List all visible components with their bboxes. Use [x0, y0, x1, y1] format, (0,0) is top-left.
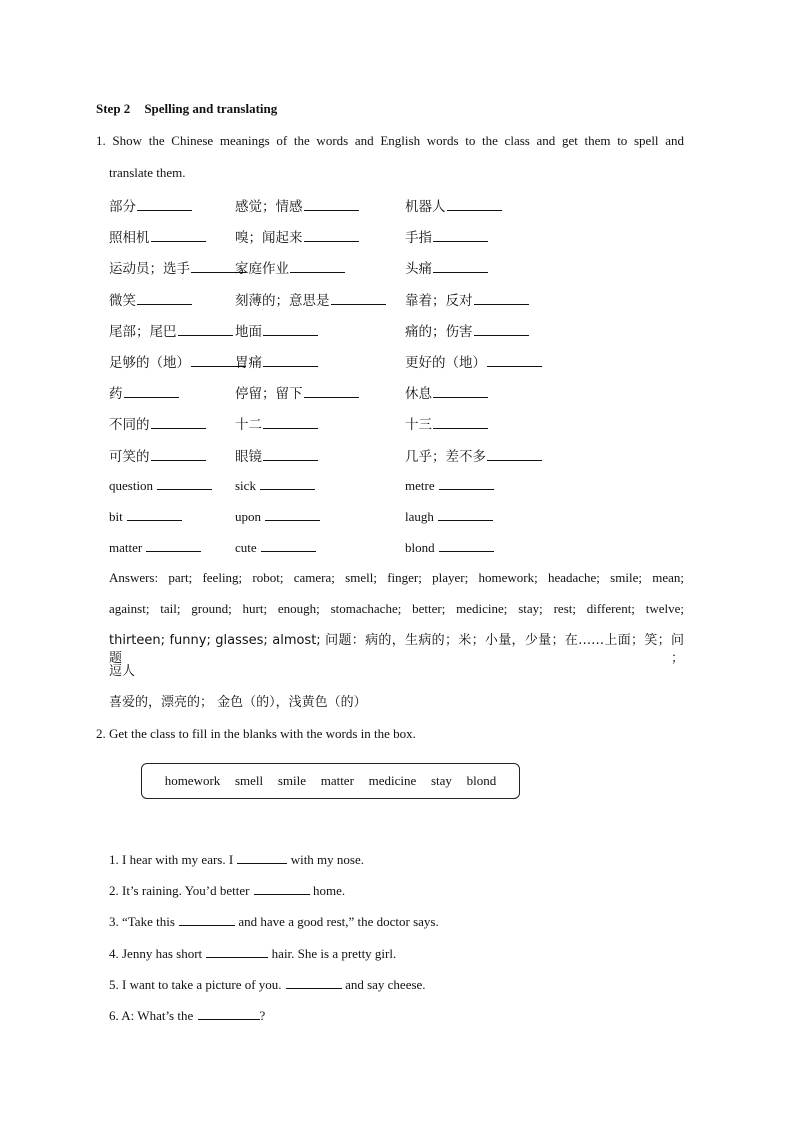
vocab-answer-blank[interactable] [127, 507, 182, 521]
vocab-row [0, 476, 794, 496]
vocab-item [235, 289, 386, 310]
vocab-word: 休息 [405, 386, 432, 402]
vocab-word: 十二 [235, 417, 262, 433]
answer-blank[interactable] [179, 912, 235, 926]
vocab-item [405, 289, 529, 310]
vocab-word: sick [235, 478, 256, 493]
vocab-item [235, 320, 318, 341]
vocab-item [405, 445, 542, 466]
vocab-item [109, 226, 206, 247]
vocab-word: 靠着；反对 [405, 293, 473, 309]
vocab-answer-blank[interactable] [137, 291, 192, 305]
vocab-answer-blank[interactable] [487, 353, 542, 367]
vocab-answer-blank[interactable] [124, 384, 179, 398]
vocab-item [109, 538, 201, 557]
vocab-item [109, 257, 246, 278]
vocab-word: 可笑的 [109, 449, 150, 465]
vocab-word: 胃痛 [235, 355, 262, 371]
vocab-item [405, 507, 493, 526]
sentence-1 [109, 850, 364, 868]
sentence-text: home. [309, 883, 346, 898]
answer-blank[interactable] [254, 881, 310, 895]
vocab-row [0, 195, 794, 215]
vocab-answer-blank[interactable] [304, 384, 359, 398]
vocab-word: laugh [405, 509, 434, 524]
step-label: Step 2 [96, 101, 131, 116]
vocab-word: 几乎；差不多 [405, 449, 486, 465]
vocab-item [405, 382, 488, 403]
vocab-answer-blank[interactable] [151, 447, 206, 461]
vocab-word: 足够的（地） [109, 355, 190, 371]
vocab-item [235, 257, 345, 278]
answers-line5: 喜爱的，漂亮的； 金色（的），浅黄色（的） [109, 695, 367, 710]
vocab-answer-blank[interactable] [137, 197, 192, 211]
vocab-answer-blank[interactable] [331, 291, 386, 305]
vocab-item [405, 257, 488, 278]
vocab-word: metre [405, 478, 435, 493]
vocab-word: 感觉；情感 [235, 199, 303, 215]
sentence-6 [109, 1006, 265, 1024]
vocab-item [109, 445, 206, 466]
sentence-text: 3. “Take this [109, 914, 179, 929]
vocab-word: 尾部；尾巴 [109, 324, 177, 340]
word-box-item: smile [277, 773, 307, 788]
step-title: Spelling and translating [144, 101, 278, 116]
answer-blank[interactable] [237, 850, 287, 864]
sentence-text: and say cheese. [341, 977, 426, 992]
vocab-word: 眼镜 [235, 449, 262, 465]
word-box [141, 763, 520, 799]
sentence-5 [109, 975, 426, 993]
vocab-answer-blank[interactable] [487, 447, 542, 461]
answers-line3: thirteen; funny; glasses; almost; 问题：病的，生病的；米；小量，少量；在……上面；笑；问题； [109, 633, 684, 666]
vocab-item [109, 476, 212, 495]
vocab-row [0, 445, 794, 465]
vocab-item [405, 351, 542, 372]
vocab-item [405, 320, 529, 341]
sentence-text: 6. A: What’s the [109, 1008, 197, 1023]
vocab-item [235, 476, 315, 495]
vocab-answer-blank[interactable] [439, 476, 494, 490]
vocab-item [405, 413, 488, 434]
answers-line2: against; tail; ground; hurt; enough; stomachache; better; medicine; stay; rest; different; twelve; [109, 601, 684, 616]
vocab-row [0, 320, 794, 340]
vocab-word: upon [235, 509, 261, 524]
sentence-text: 4. Jenny has short [109, 946, 206, 961]
vocab-word: 药 [109, 386, 123, 402]
sentence-3 [109, 912, 439, 930]
vocab-word: matter [109, 540, 143, 555]
vocab-answer-blank[interactable] [304, 197, 359, 211]
vocab-row [0, 413, 794, 433]
vocab-word: cute [235, 540, 257, 555]
vocab-item [109, 289, 192, 310]
vocab-item [109, 413, 206, 434]
vocab-answer-blank[interactable] [178, 322, 233, 336]
section-heading [96, 101, 277, 117]
sentence-text: 1. I hear with my ears. I [109, 852, 237, 867]
sentence-text: and have a good rest,” the doctor says. [235, 914, 439, 929]
vocab-answer-blank[interactable] [433, 228, 488, 242]
vocab-answer-blank[interactable] [151, 415, 206, 429]
vocab-answer-blank[interactable] [439, 538, 494, 552]
vocab-item [109, 351, 246, 372]
vocab-item [405, 195, 502, 216]
vocab-item [235, 538, 316, 557]
word-box-item: matter [320, 773, 354, 788]
word-box-item: blond [466, 773, 497, 788]
vocab-word: 停留；留下 [235, 386, 303, 402]
sentence-4 [109, 944, 396, 962]
sentence-2 [109, 881, 345, 899]
answers-line1: Answers: part; feeling; robot; camera; smell; finger; player; homework; headache; smile; mean; [109, 570, 684, 585]
sentence-text: hair. She is a pretty girl. [268, 946, 397, 961]
vocab-item [109, 382, 179, 403]
sentence-text: 2. It’s raining. You’d better [109, 883, 253, 898]
task1-instruction-line1: 1. Show the Chinese meanings of the words and English words to the class and get them to spell and [96, 133, 684, 148]
vocab-row [0, 351, 794, 371]
vocab-row [0, 507, 794, 527]
sentence-text: 5. I want to take a picture of you. [109, 977, 285, 992]
vocab-word: 地面 [235, 324, 262, 340]
vocab-answer-blank[interactable] [151, 228, 206, 242]
answers-line4: 逗人 [109, 664, 136, 679]
vocab-word: 运动员；选手 [109, 261, 190, 277]
vocab-item [235, 382, 359, 403]
vocab-word: 家庭作业 [235, 261, 289, 277]
vocab-word: 嗅；闻起来 [235, 230, 303, 246]
vocab-item [405, 538, 494, 557]
vocab-answer-blank[interactable] [290, 259, 345, 273]
vocab-item [235, 226, 359, 247]
word-box-item: stay [430, 773, 452, 788]
vocab-answer-blank[interactable] [263, 415, 318, 429]
word-box-item: medicine [368, 773, 417, 788]
vocab-answer-blank[interactable] [433, 415, 488, 429]
answer-blank[interactable] [206, 944, 268, 958]
vocab-word: question [109, 478, 154, 493]
vocab-item [235, 195, 359, 216]
vocab-answer-blank[interactable] [261, 538, 316, 552]
vocab-word: 刻薄的；意思是 [235, 293, 330, 309]
vocab-item [109, 195, 192, 216]
vocab-word: 不同的 [109, 417, 150, 433]
vocab-answer-blank[interactable] [474, 291, 529, 305]
vocab-item [405, 476, 494, 495]
vocab-answer-blank[interactable] [447, 197, 502, 211]
vocab-word: 十三 [405, 417, 432, 433]
vocab-item [405, 226, 488, 247]
vocab-answer-blank[interactable] [265, 507, 320, 521]
vocab-item [235, 413, 318, 434]
vocab-item [235, 445, 318, 466]
vocab-word: bit [109, 509, 123, 524]
vocab-word: 更好的（地） [405, 355, 486, 371]
vocab-answer-blank[interactable] [260, 476, 315, 490]
word-box-item: homework [164, 773, 221, 788]
sentence-text: with my nose. [287, 852, 364, 867]
vocab-answer-blank[interactable] [433, 384, 488, 398]
vocab-word: 痛的；伤害 [405, 324, 473, 340]
vocab-word: 机器人 [405, 199, 446, 215]
vocab-answer-blank[interactable] [263, 322, 318, 336]
vocab-answer-blank[interactable] [157, 476, 212, 490]
vocab-row [0, 257, 794, 277]
vocab-answer-blank[interactable] [433, 259, 488, 273]
vocab-item [109, 320, 233, 341]
vocab-row [0, 226, 794, 246]
vocab-word: 部分 [109, 199, 136, 215]
vocab-answer-blank[interactable] [438, 507, 493, 521]
vocab-answer-blank[interactable] [304, 228, 359, 242]
vocab-answer-blank[interactable] [263, 353, 318, 367]
sentence-text: ? [259, 1008, 266, 1023]
word-box-item: smell [234, 773, 264, 788]
vocab-word: 照相机 [109, 230, 150, 246]
task1-instruction-line2: translate them. [109, 165, 186, 180]
vocab-item [109, 507, 182, 526]
vocab-answer-blank[interactable] [474, 322, 529, 336]
vocab-item [235, 351, 318, 372]
vocab-answer-blank[interactable] [146, 538, 201, 552]
vocab-item [235, 507, 320, 526]
vocab-row [0, 382, 794, 402]
answer-blank[interactable] [286, 975, 342, 989]
task2-instruction: 2. Get the class to fill in the blanks with the words in the box. [96, 726, 416, 741]
answer-blank[interactable] [198, 1006, 260, 1020]
vocab-word: 微笑 [109, 293, 136, 309]
vocab-word: blond [405, 540, 435, 555]
vocab-row [0, 538, 794, 558]
vocab-word: 手指 [405, 230, 432, 246]
vocab-row [0, 289, 794, 309]
vocab-answer-blank[interactable] [263, 447, 318, 461]
vocab-word: 头痛 [405, 261, 432, 277]
